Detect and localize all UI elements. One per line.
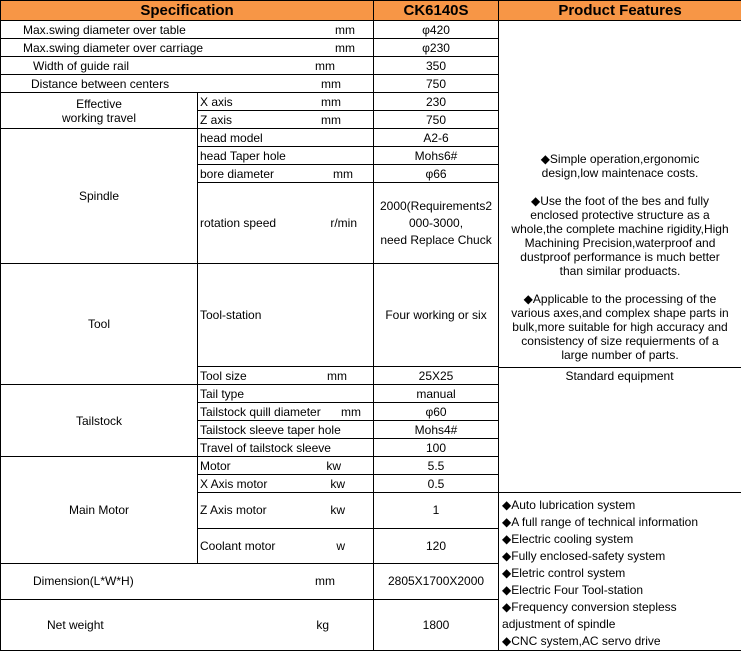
unit-text: mm (315, 574, 335, 588)
unit-text: mm (315, 59, 335, 73)
label-text: Coolant motor (200, 539, 275, 553)
unit-text: mm (335, 23, 355, 37)
value-cell: 120 (374, 528, 499, 564)
value-cell: 25X25 (374, 367, 499, 385)
feature-line: large number of parts. (502, 348, 738, 362)
sub-label (198, 403, 374, 421)
value-cell: φ420 (374, 21, 499, 39)
feature-item: ◆A full range of technical information (502, 514, 738, 531)
row-label (1, 564, 374, 600)
sub-label: Tail type (198, 385, 374, 403)
feature-paragraph-1 (502, 152, 738, 194)
label-text: Tool size (200, 369, 247, 383)
value-cell: 750 (374, 111, 499, 129)
value-cell: 1800 (374, 599, 499, 650)
header-product-features: Product Features (499, 1, 741, 21)
sub-label: Tool-station (198, 264, 374, 367)
label-text: Width of guide rail (33, 59, 129, 73)
label-text: Motor (200, 459, 231, 473)
value-cell: φ230 (374, 39, 499, 57)
value-cell: 1 (374, 493, 499, 529)
label-text: Dimension(L*W*H) (33, 574, 134, 588)
unit-text: w (336, 539, 345, 553)
sub-label (198, 111, 374, 129)
sub-label (198, 457, 374, 475)
unit-text: kg (316, 618, 329, 632)
value-cell: 0.5 (374, 475, 499, 493)
feature-item: ◆Eletric control system (502, 565, 738, 582)
unit-text: mm (321, 95, 341, 109)
feature-line: than similar produacts. (502, 264, 738, 278)
group-label-line: working travel (3, 111, 195, 125)
sub-label: head model (198, 129, 374, 147)
feature-item: ◆CNC system,AC servo drive (502, 633, 738, 650)
unit-text: kw (330, 503, 345, 517)
unit-text: kw (326, 459, 341, 473)
row-label (1, 599, 374, 650)
row-label (1, 39, 374, 57)
label-text: X axis (200, 95, 233, 109)
feature-line: whole,the complete machine rigidity,High (502, 222, 738, 236)
header-model: CK6140S (374, 1, 499, 21)
unit-text: mm (327, 369, 347, 383)
value-cell: 100 (374, 439, 499, 457)
feature-paragraph-2 (502, 194, 738, 292)
sub-label (198, 493, 374, 529)
label-text: X Axis motor (200, 477, 267, 491)
feature-item: ◆Electric cooling system (502, 531, 738, 548)
label-text: Max.swing diameter over table (23, 23, 186, 37)
table-row (1, 21, 741, 39)
group-label-tool: Tool (1, 264, 198, 385)
label-text: Distance between centers (31, 77, 169, 91)
product-features-top (499, 21, 741, 493)
header-specification: Specification (1, 1, 374, 21)
value-line: need Replace Chuck (376, 232, 496, 249)
unit-text: mm (321, 77, 341, 91)
sub-label (198, 183, 374, 264)
unit-text: mm (335, 41, 355, 55)
sub-label (198, 475, 374, 493)
sub-label (198, 165, 374, 183)
sub-label: Travel of tailstock sleeve (198, 439, 374, 457)
feature-item: ◆Frequency conversion stepless (502, 599, 738, 616)
feature-line: design,low maintenace costs. (502, 166, 738, 180)
sub-label (198, 93, 374, 111)
value-cell: Mohs4# (374, 421, 499, 439)
feature-line: ◆Use the foot of the bes and fully (502, 194, 738, 208)
feature-line: ◆Simple operation,ergonomic (502, 152, 738, 166)
feature-item: ◆Auto lubrication system (502, 497, 738, 514)
value-line: 2000(Requirements2 (376, 198, 496, 215)
value-cell (374, 183, 499, 264)
label-text: Max.swing diameter over carriage (23, 41, 203, 55)
value-cell: φ66 (374, 165, 499, 183)
value-cell: φ60 (374, 403, 499, 421)
unit-text: kw (330, 477, 345, 491)
label-text: Z Axis motor (200, 503, 267, 517)
row-label (1, 75, 374, 93)
feature-line: ◆Applicable to the processing of the (502, 292, 738, 306)
group-label-main-motor: Main Motor (1, 457, 198, 564)
value-cell: Four working or six (374, 264, 499, 367)
group-label-line: Effective (3, 97, 195, 111)
feature-line: bulk,more suitable for high accuracy and (502, 320, 738, 334)
unit-text: mm (341, 405, 361, 419)
row-label (1, 57, 374, 75)
value-cell: 5.5 (374, 457, 499, 475)
sub-label: Tailstock sleeve taper hole (198, 421, 374, 439)
label-text: bore diameter (200, 167, 274, 181)
value-cell: manual (374, 385, 499, 403)
value-cell: 230 (374, 93, 499, 111)
row-label (1, 21, 374, 39)
label-text: Net weight (47, 618, 104, 632)
value-cell: Mohs6# (374, 147, 499, 165)
group-label-spindle: Spindle (1, 129, 198, 264)
label-text: Z axis (200, 113, 232, 127)
unit-text: r/min (330, 216, 357, 230)
unit-text: mm (333, 167, 353, 181)
unit-text: mm (321, 113, 341, 127)
value-cell: 750 (374, 75, 499, 93)
value-cell: 2805X1700X2000 (374, 564, 499, 600)
feature-item: ◆Electric Four Tool-station (502, 582, 738, 599)
sub-label (198, 367, 374, 385)
feature-item: ◆Fully enclosed-safety system (502, 548, 738, 565)
standard-equipment-label: Standard equipment (499, 367, 741, 384)
feature-paragraph-3 (502, 292, 738, 362)
feature-item: adjustment of spindle (502, 616, 738, 633)
sub-label: head Taper hole (198, 147, 374, 165)
feature-line: consistency of size requierments of a (502, 334, 738, 348)
feature-line: dustproof performance is much better (502, 250, 738, 264)
feature-line: Machining Precision,waterproof and (502, 236, 738, 250)
feature-line: enclosed protective structure as a (502, 208, 738, 222)
product-features-bottom (499, 493, 741, 651)
sub-label (198, 528, 374, 564)
value-cell: 350 (374, 57, 499, 75)
feature-line: various axes,and complex shape parts in (502, 306, 738, 320)
value-cell: A2-6 (374, 129, 499, 147)
group-label-effective-travel (1, 93, 198, 129)
label-text: rotation speed (200, 216, 276, 230)
label-text: Tailstock quill diameter (200, 405, 321, 419)
table-header-row (1, 1, 741, 21)
group-label-tailstock: Tailstock (1, 385, 198, 457)
value-line: 000-3000, (376, 215, 496, 232)
